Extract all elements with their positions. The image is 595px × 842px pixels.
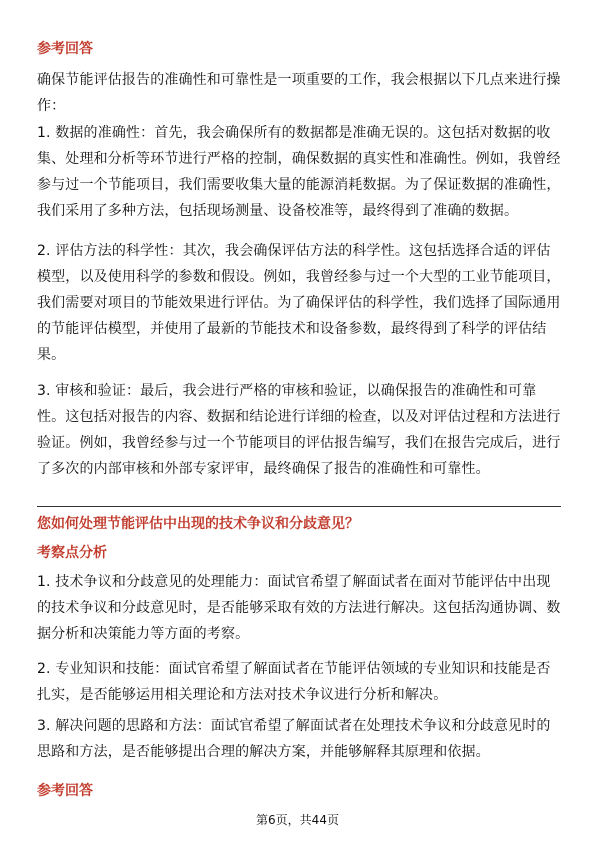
- answer-point-1: 1. 数据的准确性：首先，我会确保所有的数据都是准确无误的。这包括对数据的收集、处理和分析等环节进行严格的控制，确保数据的真实性和准确性。例如，我曾经参与过一个节能项目，我们需要收集大量的能源消耗数据。为了保证数据的准确性，我们采用了多种方法，包括现场测量、设备校准等，最终得到了准确的数据。: [37, 125, 561, 219]
- analysis-point-1-block: [37, 569, 561, 647]
- document-page: [37, 0, 561, 842]
- section1-intro-block: [37, 67, 561, 119]
- analysis-point-1: 1. 技术争议和分歧意见的处理能力：面试官希望了解面试者在面对节能评估中出现的技术争议和分歧意见时，是否能够采取有效的方法进行解决。这包括沟通协调、数据分析和决策能力等方面的考察。: [37, 574, 561, 642]
- answer-point-2: 2. 评估方法的科学性：其次，我会确保评估方法的科学性。这包括选择合适的评估模型，以及使用科学的参数和假设。例如，我曾经参与过一个大型的工业节能项目，我们需要对项目的节能效果进行评估。为了确保评估的科学性，我们选择了国际通用的节能评估模型，并使用了最新的节能技术和设备参数，最终得到了科学的评估结果。: [37, 243, 561, 363]
- section-divider: [37, 506, 561, 507]
- page-number: 第6页，共44页: [256, 813, 339, 827]
- analysis-point-3-block: [37, 713, 561, 765]
- intro-paragraph: 确保节能评估报告的准确性和可靠性是一项重要的工作，我会根据以下几点来进行操作：: [37, 72, 561, 114]
- analysis-point-2-block: [37, 656, 561, 708]
- question-title: 您如何处理节能评估中出现的技术争议和分歧意见？: [37, 516, 359, 532]
- section1-heading-block: [37, 38, 561, 60]
- answer-point-3: 3. 审核和验证：最后，我会进行严格的审核和验证，以确保报告的准确性和可靠性。这包括对报告的内容、数据和结论进行详细的检查，以及对评估过程和方法进行验证。例如，我曾经参与过一个节能项目的评估报告编写，我们在报告完成后，进行了多次的内部审核和外部专家评审，最终确保了报告的准确性和可靠性。: [37, 383, 561, 477]
- question-block: [37, 513, 561, 535]
- analysis-heading-block: [37, 542, 561, 564]
- section1-point-3-block: [37, 378, 561, 482]
- reference-answer-heading: 参考回答: [37, 41, 93, 57]
- analysis-point-2: 2. 专业知识和技能：面试官希望了解面试者在节能评估领域的专业知识和技能是否扎实，是否能够运用相关理论和方法对技术争议进行分析和解决。: [37, 661, 551, 703]
- section1-point-1-block: [37, 120, 561, 224]
- analysis-heading: 考察点分析: [37, 545, 107, 561]
- reference-answer-heading-2: 参考回答: [37, 783, 93, 799]
- answer-heading-block: [37, 780, 561, 802]
- analysis-point-3: 3. 解决问题的思路和方法：面试官希望了解面试者在处理技术争议和分歧意见时的思路和方法，是否能够提出合理的解决方案，并能够解释其原理和依据。: [37, 718, 551, 760]
- section1-point-2-block: [37, 238, 561, 368]
